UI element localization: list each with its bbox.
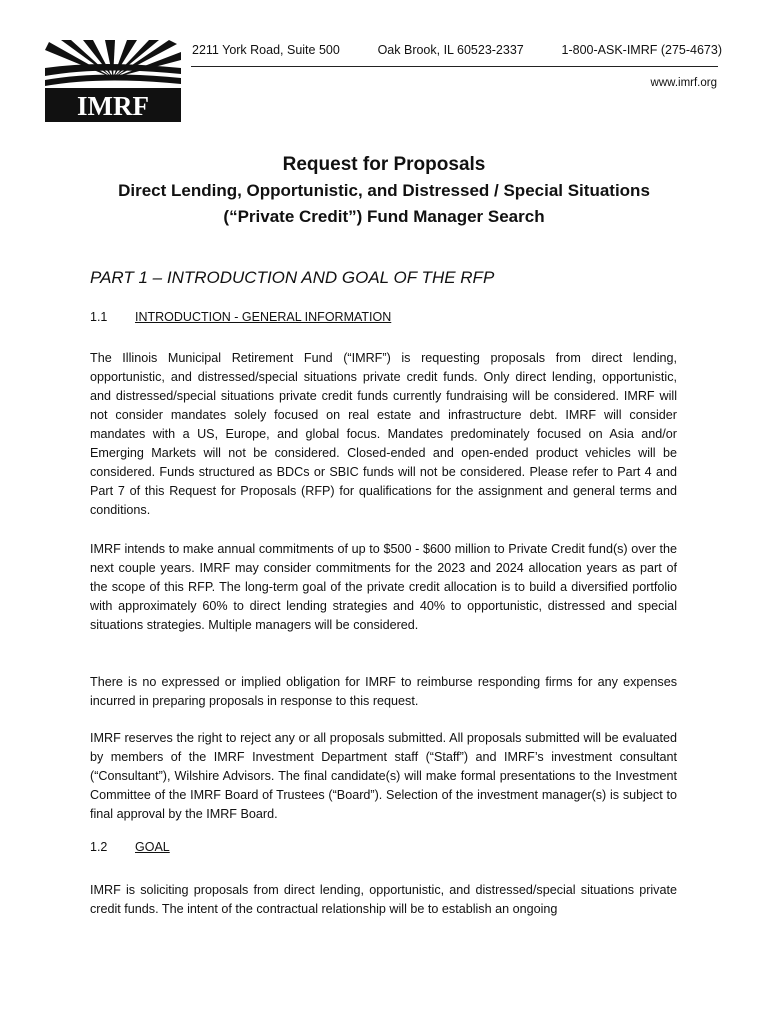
section-title: INTRODUCTION - GENERAL INFORMATION xyxy=(135,310,392,324)
phone-text: 1-800-ASK-IMRF (275-4673) xyxy=(561,43,722,57)
document-title-block xyxy=(90,152,678,230)
section-1-1-heading xyxy=(90,310,391,324)
svg-text:IMRF: IMRF xyxy=(77,91,149,121)
address-text: 2211 York Road, Suite 500 xyxy=(192,43,340,57)
document-subtitle-line-1: Direct Lending, Opportunistic, and Distressed / Special Situations xyxy=(118,181,650,200)
paragraph-no-reimbursement: There is no expressed or implied obligation for IMRF to reimburse responding firms for any expenses incurred in preparing proposals in response to this request. xyxy=(90,675,677,708)
part-1-heading: PART 1 – INTRODUCTION AND GOAL OF THE RFP xyxy=(90,268,495,287)
header-divider xyxy=(191,66,718,67)
imrf-logo xyxy=(41,38,185,124)
paragraph-introduction: The Illinois Municipal Retirement Fund (“IMRF”) is requesting proposals from direct lending, opportunistic, and distressed/special situations private credit funds. Only direct lending, opportunistic, and distressed/special situations private credit funds currently fundraising will be considered. IMRF will not consider mandates solely focused on real estate and infrastructure debt. IMRF will consider mandates with a US, Europe, and global focus. Mandates predominately focused on Asia and/or Emerging Markets will not be considered. Closed-ended and open-ended product vehicles will be considered. Funds structured as BDCs or SBIC funds will not be considered. Please refer to Part 4 and Part 7 of this Request for Proposals (RFP) for qualifications for the assignment and general terms and conditions. xyxy=(90,351,677,517)
section-title: GOAL xyxy=(135,840,170,854)
header-contact-line xyxy=(192,43,722,57)
paragraph-commitments: IMRF intends to make annual commitments of up to $500 - $600 million to Private Credit fund(s) over the next couple years. IMRF may consider commitments for the 2023 and 2024 allocation years as part of the scope of this RFP. The long-term goal of the private credit allocation is to build a diversified portfolio with approximately 60% to direct lending strategies and 40% to opportunistic, distressed and special situations strategies. Multiple managers will be considered. xyxy=(90,542,677,632)
section-number: 1.2 xyxy=(90,840,108,854)
paragraph-rights-reserved: IMRF reserves the right to reject any or all proposals submitted. All proposals submitted will be evaluated by members of the IMRF Investment Department staff (“Staff”) and IMRF’s investment consultant (“Consultant”), Wilshire Advisors. The final candidate(s) will make formal presentations to the Investment Committee of the IMRF Board of Trustees (“Board”). Selection of the investment manager(s) is subject to final approval by the IMRF Board. xyxy=(90,731,677,821)
website-text: www.imrf.org xyxy=(650,77,717,89)
paragraph-goal: IMRF is soliciting proposals from direct lending, opportunistic, and distressed/special situations private credit funds. The intent of the contractual relationship will be to establish an ongoing xyxy=(90,883,677,916)
sunrise-logo-icon xyxy=(41,38,185,124)
section-1-2-heading xyxy=(90,840,170,854)
section-number: 1.1 xyxy=(90,310,108,324)
city-text: Oak Brook, IL 60523-2337 xyxy=(377,43,524,57)
document-subtitle-line-2: (“Private Credit”) Fund Manager Search xyxy=(223,207,545,226)
document-title: Request for Proposals xyxy=(282,154,486,175)
